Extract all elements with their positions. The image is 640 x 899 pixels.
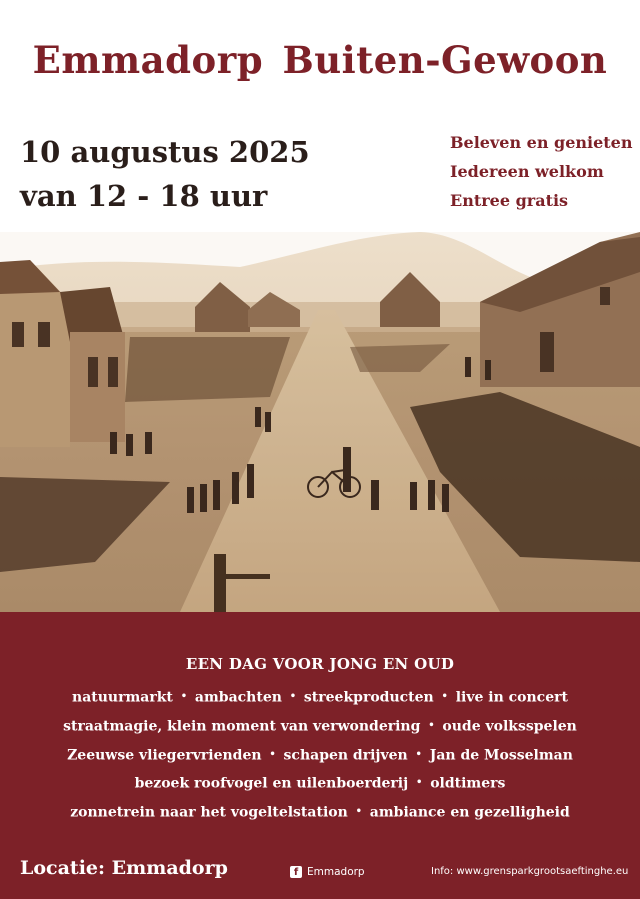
activity-item: oude volksspelen	[442, 718, 577, 734]
activities-heading: EEN DAG VOOR JONG EN OUD	[185, 655, 455, 673]
activity-item: Jan de Mosselman	[429, 746, 573, 763]
separator-dot: •	[415, 748, 422, 760]
separator-dot: •	[441, 691, 448, 702]
separator-dot: •	[180, 691, 188, 702]
activity-item: live in concert	[455, 689, 568, 706]
location-label: Locatie: Emmadorp	[20, 857, 228, 879]
event-date: 10 augustus 2025	[20, 135, 310, 169]
separator-dot: •	[428, 719, 435, 731]
activity-item: natuurmarkt	[72, 689, 173, 706]
info-website[interactable]: Info: www.grensparkgrootsaeftinghe.eu	[431, 866, 629, 877]
separator-dot: •	[269, 748, 276, 760]
separator-dot: •	[289, 691, 297, 702]
activity-item: ambachten	[194, 689, 282, 706]
tagline: Entree gratis	[450, 191, 569, 210]
tagline: Iedereen welkom	[450, 162, 604, 181]
activities-line	[0, 798, 640, 827]
activity-item: streekproducten	[303, 689, 434, 706]
activities-list	[0, 683, 640, 827]
historic-village-photo	[0, 232, 640, 612]
event-time: van 12 - 18 uur	[20, 179, 268, 213]
poster-title: Emmadorp Buiten-Gewoon	[32, 38, 608, 82]
activity-item: bezoek roofvogel en uilenboerderij	[134, 775, 409, 792]
activities-line	[0, 741, 640, 770]
activities-line	[0, 769, 640, 798]
facebook-link[interactable]	[290, 866, 365, 878]
event-date-block	[20, 130, 310, 218]
facebook-label: Emmadorp	[307, 866, 365, 878]
activity-item: ambiance en gezelligheid	[369, 804, 570, 821]
activity-item: zonnetrein naar het vogeltelstation	[70, 804, 348, 821]
separator-dot: •	[355, 806, 362, 817]
activity-item: schapen drijven	[283, 746, 408, 763]
activities-line	[0, 712, 640, 741]
facebook-icon: f	[290, 866, 302, 878]
activity-item: Zeeuwse vliegervrienden	[67, 746, 262, 763]
taglines	[450, 128, 632, 215]
activities-line	[0, 683, 640, 712]
activity-item: oldtimers	[430, 775, 506, 792]
separator-dot: •	[416, 777, 423, 789]
tagline: Beleven en genieten	[450, 133, 633, 152]
activity-item: straatmagie, klein moment van verwondering	[63, 718, 421, 734]
